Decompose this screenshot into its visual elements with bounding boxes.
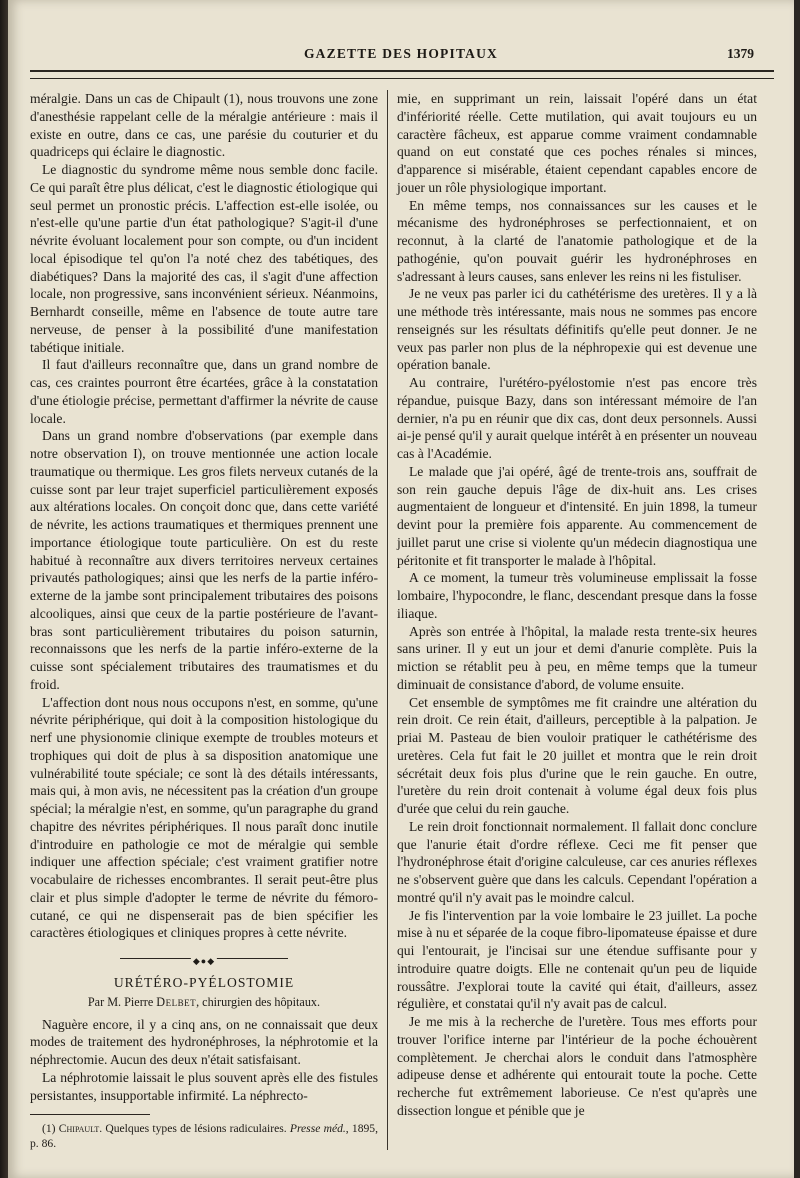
- newspaper-page: [8, 0, 794, 1178]
- footnote-ref: , 1895, p. 86.: [30, 1122, 379, 1151]
- paragraph: Je ne veux pas parler ici du cathétérisme des uretères. Il y a là une méthode très intéressante, mais nous ne sommes pas encore renseignés sur les résultats définitifs qu'elle peut donner. Je ne veux pas parler non plus de la néphropexie qui est devenue une opération banale.: [397, 286, 757, 373]
- paragraph: L'affection dont nous nous occupons n'est, en somme, qu'une névrite périphérique, qui doit à la composition histologique du nerf une physionomie clinique exempte de troubles moteurs et trophiques qui doit de plus à sa disposition anatomique une vulnérabilité toute spéciale; ce sont là des détails intéressants, mais qui, à mon avis, ne nécessitent pas la création d'un groupe spécial; la méralgie n'est, en somme, qu'un paragraphe du grand chapitre des névrites périphériques. Il nous paraît donc inutile d'introduire en pathologie ce mot de méralgie qui semble indiquer une affection spéciale; c'est vraiment gratifier notre vocabulaire de richesses encombrantes. Il serait peut-être plus clair et plus simple d'adopter le terme de névrite du fémoro-cutané, ce qui ne dispenserait pas de bien spécifier les caractères étiologiques et cliniques propres à cette névrite.: [30, 694, 378, 941]
- paragraph: Au contraire, l'urétéro-pyélostomie n'est pas encore très répandue, puisque Bazy, dans son intéressant mémoire de l'an dernier, n'a pu en réunir que dix cas, dont deux personnels. Aussi ai-je pensé qu'il y aurait quelque intérêt à en présenter un nouveau cas à l'Académie.: [397, 375, 757, 461]
- footnote: [30, 1121, 378, 1151]
- journal-title: GAZETTE DES HOPITAUX: [303, 46, 499, 61]
- header-rule-thin: [30, 78, 774, 79]
- column-divider: [387, 90, 388, 1150]
- paragraph: Il faut d'ailleurs reconnaître que, dans un grand nombre de cas, ces craintes pourront être écartées, grâce à la constatation d'une étiologie précise, permettant d'affirmer la névrite de cause locale.: [30, 357, 378, 426]
- paragraph: Le rein droit fonctionnait normalement. Il fallait donc conclure que l'anurie était d'ordre réflexe. Ceci me fit penser que l'hydronéphrose était d'origine calculeuse, car ces anuries réflexes ne s'observent guère que dans les calculs. Cependant l'opération a montré qu'il n'y avait pas le moindre calcul.: [397, 818, 757, 905]
- paragraph: En même temps, nos connaissances sur les causes et le mécanisme des hydronéphroses se perfectionnaient, et on reconnut, à la clarté de l'anatomie pathologique et de la pathogénie, qu'on pouvait guérir les hydronéphroses en s'adressant à leurs causes, sans enlever les reins ni les fistuliser.: [397, 197, 757, 284]
- right-column: [397, 90, 757, 1120]
- byline-prefix: Par M. Pierre: [87, 994, 154, 1009]
- section-title: URÉTÉRO-PYÉLOSTOMIE: [113, 975, 295, 990]
- paragraph: Le diagnostic du syndrome même nous semble donc facile. Ce qui paraît être plus délicat, c'est le diagnostic étiologique qui seul permet un pronostic précis. L'affection est-elle isolée, ou n'est-elle qu'une partie d'un état pathologique? S'agit-il d'une névrite évoluant localement pour son compte, ou d'un incident local épisodique tel qu'on l'a noté chez des tabétiques, des diabétiques? Dans la majorité des cas, il s'agit d'une affection locale, non progressive, sans inconvénient sérieux. Néanmoins, Bernhardt conseille, même en l'absence de toute autre tare nerveuse, de penser à la possibilité d'une manifestation tabétique initiale.: [30, 162, 378, 355]
- paragraph: Le malade que j'ai opéré, âgé de trente-trois ans, souffrait de son rein gauche depuis l'âge de dix-huit ans. Les crises augmentaient de longueur et d'intensité. En juin 1898, la tumeur devint pour la première fois apparente. Au commencement de juillet parut une crise si violente qu'un médecin diagnostiqua une péritonite et fit transporter le malade à l'hôpital.: [397, 463, 757, 568]
- paragraph: Je fis l'intervention par la voie lombaire le 23 juillet. La poche mise à nu et séparée de la coque fibro-lipomateuse épaisse et dure qui l'entourait, je l'incisai sur une étendue suffisante pour y introduire quatre doigts. Elle ne contenait qu'un peu de liquide roussâtre. J'explorai toute la cavité qui était, d'ailleurs, assez régulière, et constatai qu'il n'y avait pas de calcul.: [397, 907, 757, 1012]
- paragraph: Naguère encore, il y a cinq ans, on ne connaissait que deux modes de traitement des hydronéphroses, la néphrotomie et la néphrectomie. Aucun des deux n'était satisfaisant.: [30, 1016, 378, 1067]
- footnote-journal: Presse méd.: [289, 1122, 346, 1136]
- page-number: 1379: [727, 46, 754, 61]
- section-ornament: ◆●◆: [30, 954, 378, 964]
- paragraph: méralgie. Dans un cas de Chipault (1), nous trouvons une zone d'anesthésie rappelant celle de la méralgie antérieure : mais il existe en outre, dans ce cas, une parésie du couturier et du quadriceps qui éclaire le diagnostic.: [30, 91, 378, 160]
- paragraph: Je me mis à la recherche de l'uretère. Tous mes efforts pour trouver l'orifice interne par l'intérieur de la poche échouèrent complètement. Je cherchai alors le conduit dans l'atmosphère adipeuse dense et adhérente qui entourait toute la poche. Cette recherche fut extrêmement laborieuse. Ce n'est qu'après une dissection longue et pénible que je: [397, 1014, 757, 1118]
- left-column: [30, 90, 378, 1151]
- paragraph: La néphrotomie laissait le plus souvent après elle des fistules persistantes, insupportable infirmité. La néphrecto-: [30, 1069, 378, 1103]
- page-header: [36, 44, 766, 66]
- byline-suffix: , chirurgien des hôpitaux.: [196, 994, 321, 1009]
- book-binding-edge: [0, 0, 8, 1178]
- paragraph: Dans un grand nombre d'observations (par exemple dans notre observation I), on trouve mentionnée une action locale traumatique ou thermique. Les gros filets nerveux cutanés de la cuisse sont par leur trajet superficiel particulièrement exposés aux altérations locales. On conçoit donc que, dans cette variété de névrite, les actions traumatiques et thermiques prennent une importance étiologique toute particulière. On est du reste habitué à reconnaître aux divers territoires nerveux certaines privautés pathologiques; ainsi que les nerfs de la partie inféro-externe de la jambe sont principalement tributaires des poisons alcooliques, ainsi que ceux de la partie postérieure de l'avant-bras sont particulièrement tributaires du poison saturnin, reconnaissons que les nerfs de la partie inféro-externe de la cuisse sont spécialement tributaires des traumatismes et du froid.: [30, 428, 378, 692]
- footnote-text: . Quelques types de lésions radiculaires.: [99, 1122, 287, 1136]
- paragraph: mie, en supprimant un rein, laissait l'opéré dans un état d'infériorité réelle. Cette mutilation, qui avait toujours eu un caractère fâcheux, est apparue comme vraiment condamnable quand on eut constaté que ces poches rénales si minces, d'apparence si misérable, étaient cependant capables encore de jouer un rôle physiologique important.: [397, 91, 757, 195]
- footnote-rule: [30, 1114, 150, 1115]
- footnote-author: Chipault: [58, 1122, 100, 1136]
- section-byline: [30, 994, 378, 1012]
- footnote-marker: (1): [42, 1122, 56, 1136]
- byline-author: Delbet: [156, 994, 197, 1009]
- paragraph: A ce moment, la tumeur très volumineuse emplissait la fosse lombaire, l'hypocondre, le flanc, descendant presque dans la fosse iliaque.: [397, 570, 757, 621]
- header-rule-thick: [30, 70, 774, 72]
- paragraph: Cet ensemble de symptômes me fit craindre une altération du rein droit. Ce rein était, d'ailleurs, perceptible à la palpation. Je priai M. Pasteau de bien vouloir pratiquer le cathétérisme des uretères. Cela fut fait le 20 juillet et montra que le rein droit sécrétait deux fois plus d'urine que le rein gauche. En outre, l'uretère du rein droit contenait à volume égal deux fois plus d'urée que celui du rein gauche.: [397, 694, 757, 816]
- paragraph: Après son entrée à l'hôpital, la malade resta trente-six heures sans uriner. Il y eut un jour et demi d'anurie complète. Puis la miction se rétablit peu à peu, en même temps que la tumeur diminuait de consistance d'abord, de volume ensuite.: [397, 623, 757, 692]
